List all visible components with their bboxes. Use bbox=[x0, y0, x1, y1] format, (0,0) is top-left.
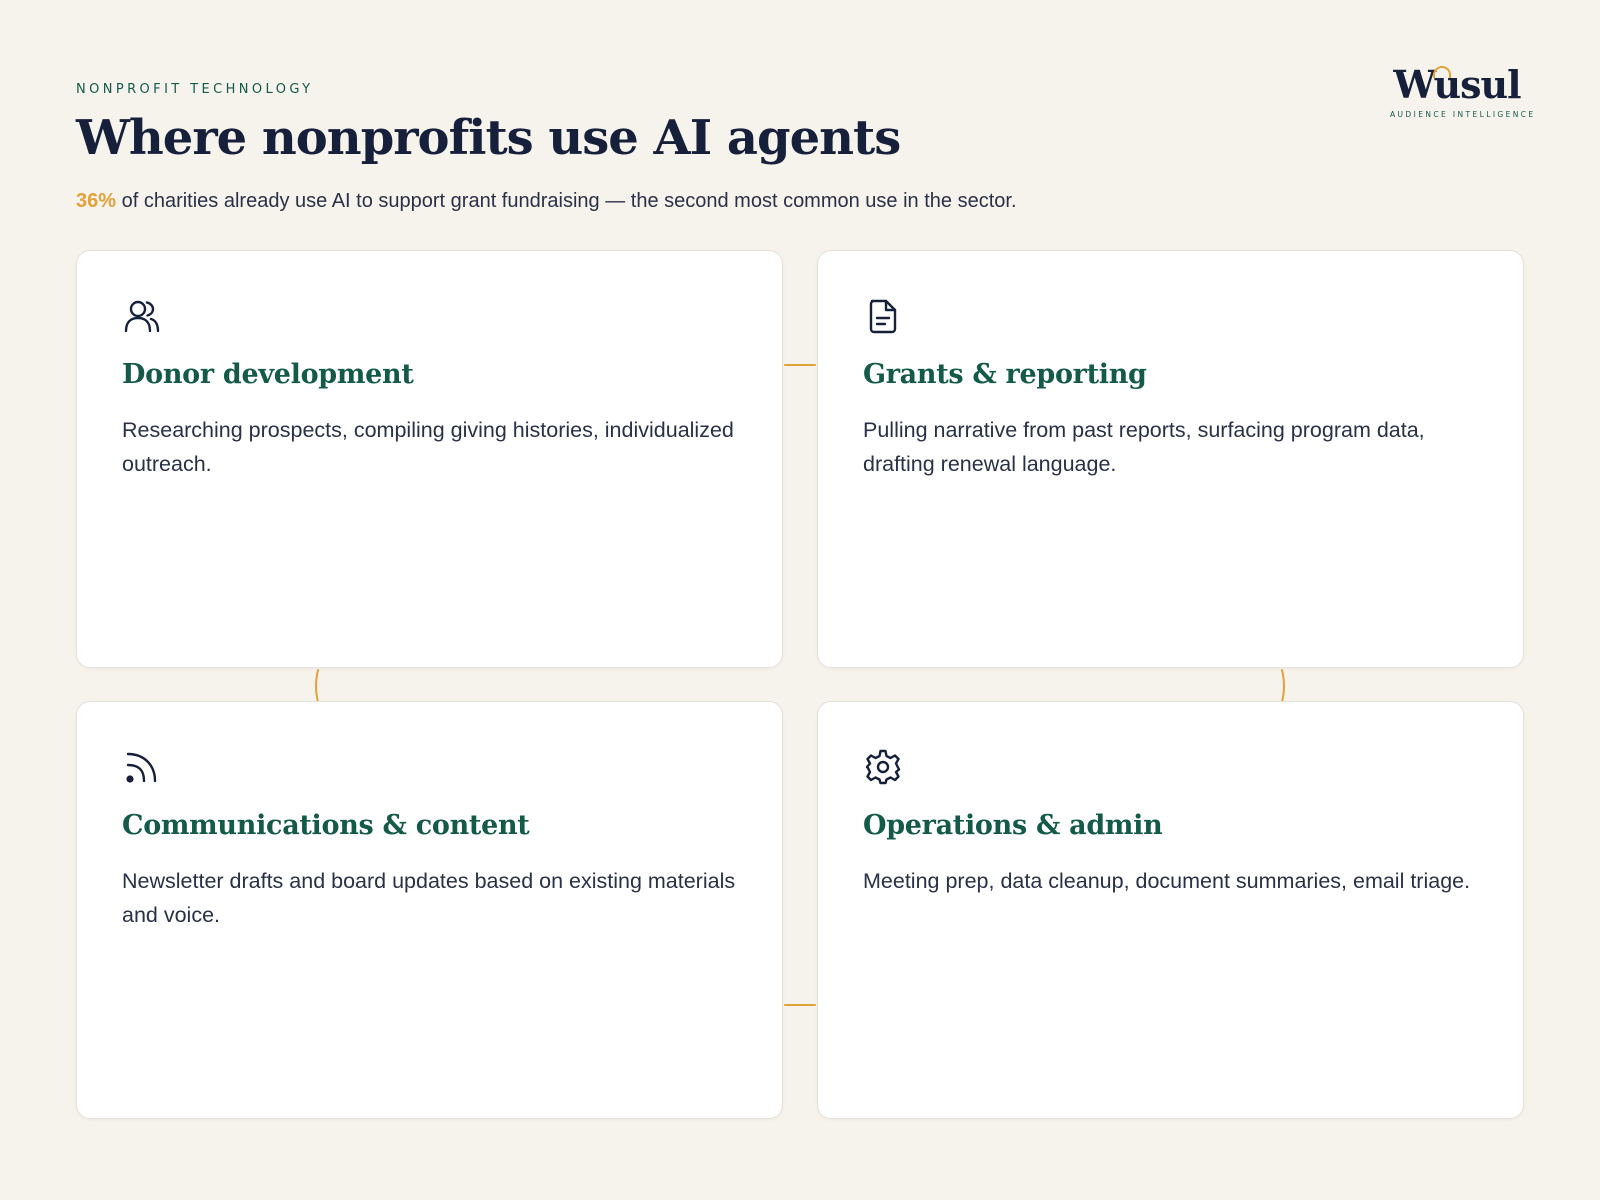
subtitle-text: of charities already use AI to support grant fundraising — the second most common use in the sector. bbox=[116, 190, 1017, 212]
card-description: Pulling narrative from past reports, surfacing program data, drafting renewal language. bbox=[863, 418, 1425, 476]
document-icon bbox=[863, 296, 903, 336]
card-title: Donor development bbox=[122, 359, 414, 390]
card-description: Meeting prep, data cleanup, document summaries, email triage. bbox=[863, 869, 1471, 893]
card-title: Communications & content bbox=[122, 810, 530, 841]
card-title: Operations & admin bbox=[863, 810, 1163, 841]
page-title: Where nonprofits use AI agents bbox=[76, 110, 901, 166]
gear-icon bbox=[863, 747, 903, 787]
rss-icon bbox=[122, 747, 162, 787]
connector-left bbox=[316, 670, 318, 702]
card-description: Newsletter drafts and board updates based on existing materials and voice. bbox=[122, 869, 736, 927]
card-description: Researching prospects, compiling giving histories, individualized outreach. bbox=[122, 418, 734, 476]
card-donor-development bbox=[76, 250, 783, 668]
users-icon bbox=[122, 296, 162, 336]
card-grants-reporting bbox=[817, 250, 1524, 668]
card-operations-admin bbox=[817, 701, 1524, 1119]
connector-right bbox=[1282, 670, 1284, 702]
card-title: Grants & reporting bbox=[863, 359, 1147, 390]
eyebrow-label: NONPROFIT TECHNOLOGY bbox=[76, 82, 314, 97]
logo-tagline: AUDIENCE INTELLIGENCE bbox=[1390, 110, 1536, 119]
stat-highlight: 36% bbox=[76, 190, 117, 212]
logo-wordmark-text: Wusul bbox=[1393, 62, 1521, 107]
card-communications-content bbox=[76, 701, 783, 1119]
